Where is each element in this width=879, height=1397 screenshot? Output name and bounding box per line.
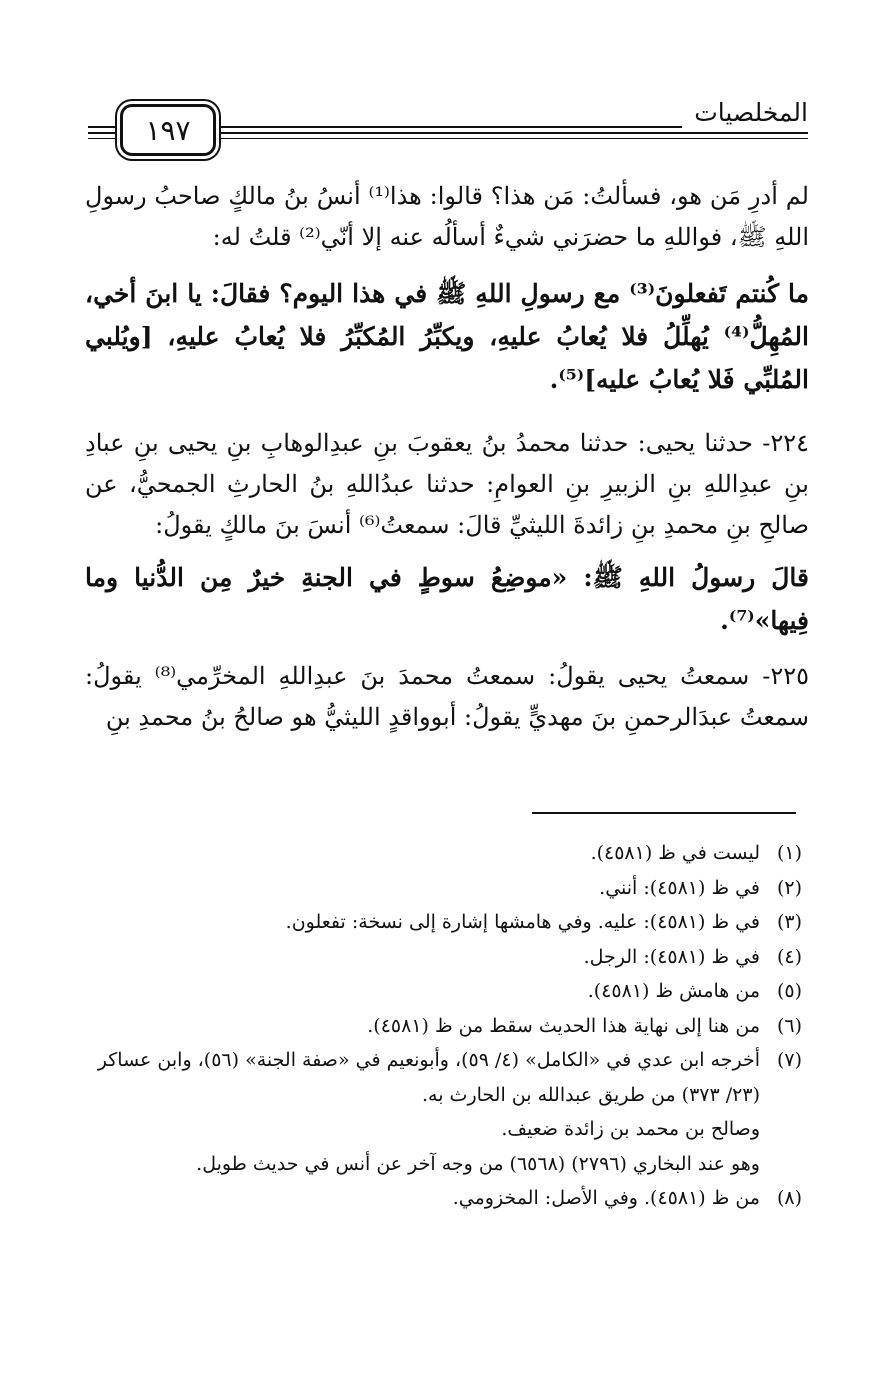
page-number: ١٩٧ [145, 113, 191, 147]
footnote [90, 974, 802, 1009]
footnote-text: وهو عند البخاري (٢٧٩٦) (٦٥٦٨) من وجه آخر عن أنس في حديث طويل. [196, 1152, 760, 1175]
running-title: المخلصيات [682, 98, 808, 128]
footnote [90, 940, 802, 975]
page-number-box [120, 104, 216, 156]
footnote-text: ليست في ظ (٤٥٨١). [590, 842, 760, 864]
footnote-number: (٨) [776, 1187, 802, 1209]
main-text [85, 176, 809, 738]
footnote-text: في ظ (٤٥٨١): عليه. وفي هامشها إشارة إلى نسخة: تفعلون. [285, 911, 760, 933]
footnote-number: (٢) [776, 876, 802, 899]
footnote-number: (٣) [776, 911, 802, 933]
footnote-text: في ظ (٤٥٨١): الرجل. [583, 945, 760, 968]
footnote-text: من هامش ظ (٤٥٨١). [587, 980, 760, 1002]
footnote-text: من هنا إلى نهاية هذا الحديث سقط من ظ (٤٥٨١). [367, 1014, 760, 1037]
footnote-number: (٥) [776, 980, 802, 1002]
footnote-number: (٦) [776, 1014, 802, 1037]
footnotes [90, 836, 802, 1216]
footnote [90, 905, 802, 940]
paragraph: قالَ رسولُ اللهِ ﷺ: «موضِعُ سوطٍ في الجنةِ خيرٌ مِن الدُّنيا وما فِيها»⁽⁷⁾. [85, 563, 809, 635]
paragraph: ٢٢٤- حدثنا يحيى: حدثنا محمدُ بنُ يعقوبَ بنِ عبدِالوهابِ بنِ يحيى بنِ عبادِ بنِ عبدِاللهِ بنِ الزبيرِ بنِ العوامِ: حدثنا عبدُاللهِ بنُ الحارثِ الجمحيُّ، عن صالحِ بنِ محمدِ بنِ زائدةَ الليثيِّ قالَ: سمعتُ⁽⁶⁾ أنسَ بنَ مالكٍ يقولُ: [85, 429, 809, 539]
footnote [90, 1009, 802, 1044]
footnote [90, 1043, 802, 1181]
footnote-text: في ظ (٤٥٨١): أنني. [599, 876, 760, 899]
paragraph: ما كُنتم تَفعلونَ⁽³⁾ مع رسولِ اللهِ ﷺ في هذا اليوم؟ فقالَ: يا ابنَ أخي، المُهِلُّ⁽⁴⁾ يُهلِّلُ فلا يُعابُ عليهِ، ويكبِّرُ المُكبِّرُ فلا يُعابُ عليهِ، [ويُلبي المُلبِّي فَلا يُعابُ عليه]⁽⁵⁾. [85, 279, 809, 394]
footnote [90, 1181, 802, 1216]
footnote-number: (٤) [776, 945, 802, 968]
footnote-text: وصالح بن محمد بن زائدة ضعيف. [501, 1118, 760, 1140]
paragraph: ٢٢٥- سمعتُ يحيى يقولُ: سمعتُ محمدَ بنَ عبدِاللهِ المخرِّمي⁽⁸⁾ يقولُ: سمعتُ عبدَالرحمنِ بنَ مهديٍّ يقولُ: أبوواقدٍ الليثيُّ هو صالحُ بنُ محمدِ بنِ [85, 662, 809, 731]
footnote-number: (١) [776, 842, 802, 864]
footnote [90, 836, 802, 871]
footnote-number: (٧) [776, 1049, 802, 1071]
footnote-text: من ظ (٤٥٨١). وفي الأصل: المخزومي. [452, 1187, 760, 1209]
footnote [90, 871, 802, 906]
footnote-separator [532, 812, 796, 814]
page-header [88, 98, 808, 160]
paragraph: لم أدرِ مَن هو، فسألتُ: مَن هذا؟ قالوا: هذا⁽¹⁾ أنسُ بنُ مالكٍ صاحبُ رسولِ اللهِ ﷺ، فواللهِ ما حضرَني شيءٌ أسألُه عنه إلا أنّي⁽²⁾ قلتُ له: [85, 182, 809, 251]
footnote-text: أخرجه ابن عدي في «الكامل» (٤/ ٥٩)، وأبونعيم في «صفة الجنة» (٥٦)، وابن عساكر (٢٣/ ٣٧٣) من طريق عبدالله بن الحارث به. [97, 1049, 760, 1106]
